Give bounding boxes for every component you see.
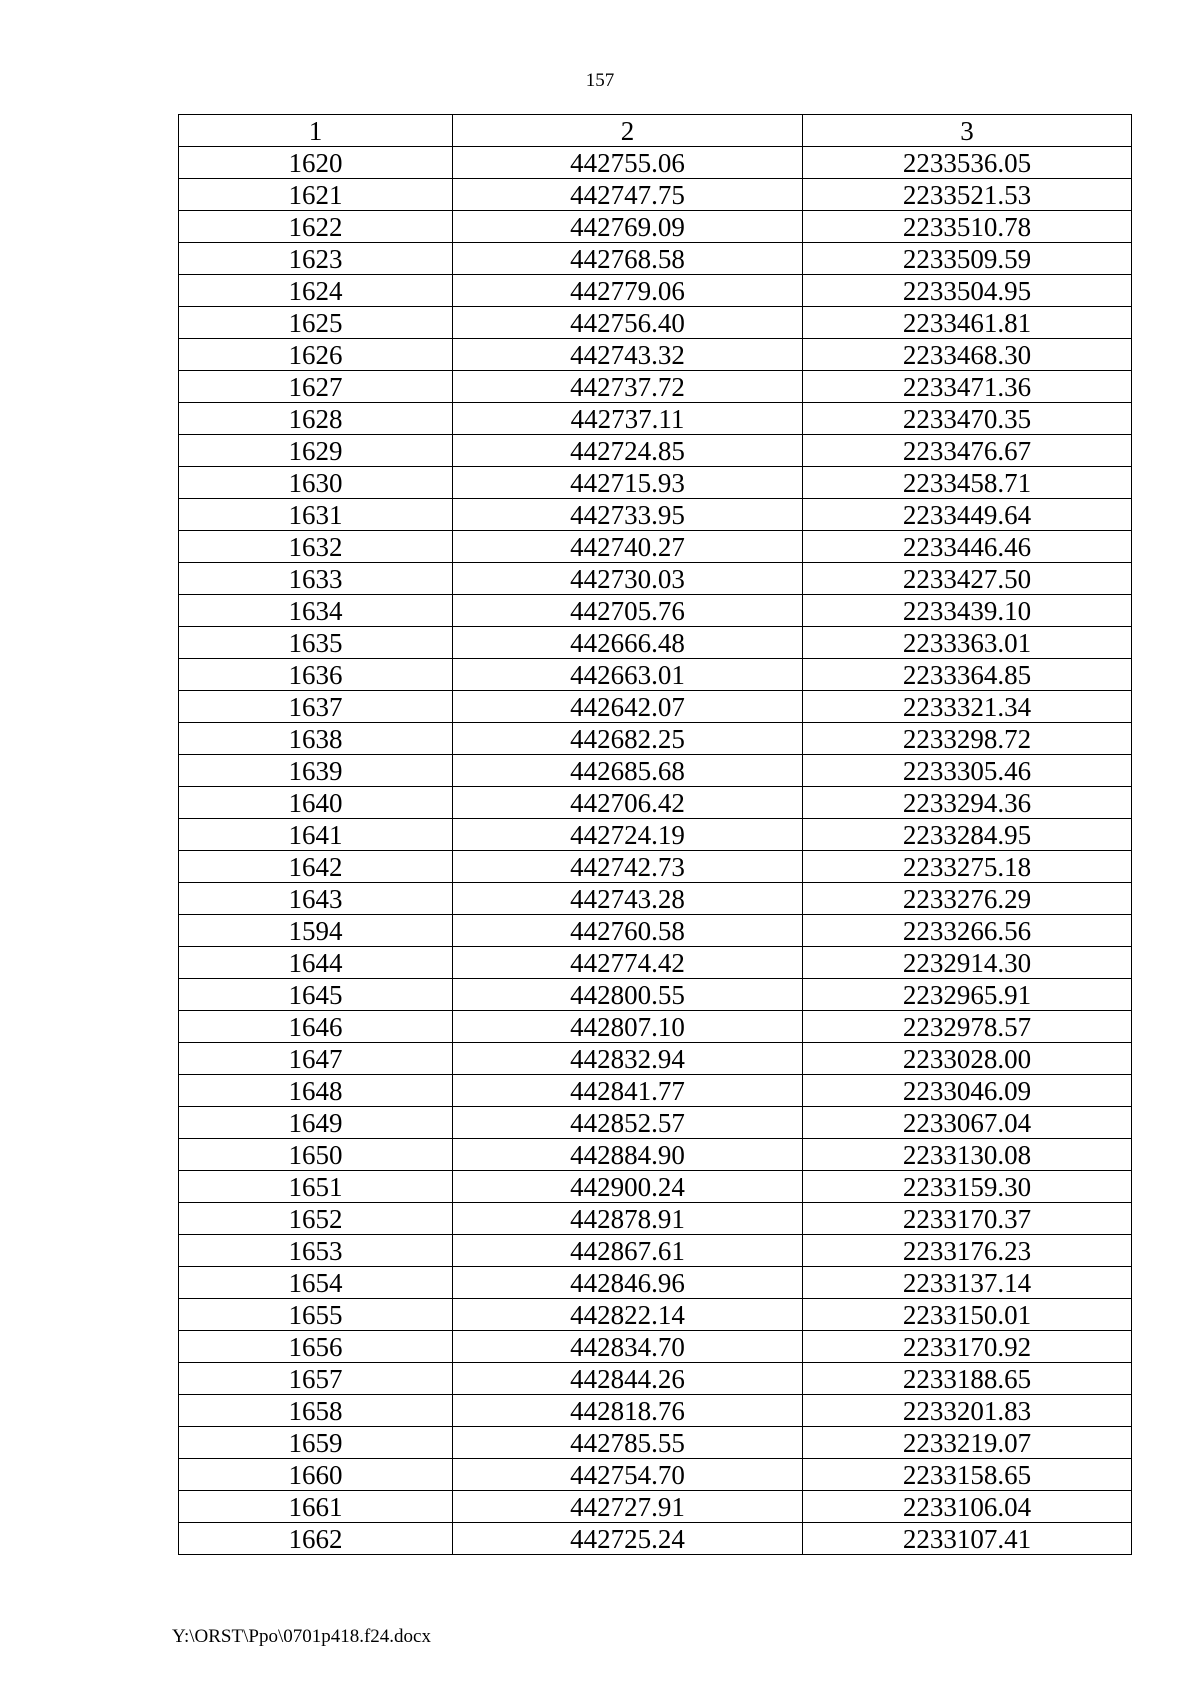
point-number-cell: 1594 [179,915,453,947]
x-coordinate-cell: 442725.24 [453,1523,803,1555]
table-row [179,275,1132,307]
table-row [179,1395,1132,1427]
x-coordinate-cell: 442715.93 [453,467,803,499]
point-number-cell: 1626 [179,339,453,371]
point-number-cell: 1635 [179,627,453,659]
table-row [179,339,1132,371]
x-coordinate-cell: 442742.73 [453,851,803,883]
table-row [179,1011,1132,1043]
y-coordinate-cell: 2233170.92 [803,1331,1132,1363]
x-coordinate-cell: 442666.48 [453,627,803,659]
table-row [179,467,1132,499]
y-coordinate-cell: 2233427.50 [803,563,1132,595]
y-coordinate-cell: 2233150.01 [803,1299,1132,1331]
point-number-cell: 1644 [179,947,453,979]
y-coordinate-cell: 2233284.95 [803,819,1132,851]
x-coordinate-cell: 442706.42 [453,787,803,819]
y-coordinate-cell: 2232978.57 [803,1011,1132,1043]
point-number-cell: 1638 [179,723,453,755]
y-coordinate-cell: 2233458.71 [803,467,1132,499]
table-row [179,627,1132,659]
y-coordinate-cell: 2233276.29 [803,883,1132,915]
y-coordinate-cell: 2233364.85 [803,659,1132,691]
y-coordinate-cell: 2232965.91 [803,979,1132,1011]
point-number-cell: 1659 [179,1427,453,1459]
coordinates-table [178,114,1132,1555]
table-row [179,1075,1132,1107]
y-coordinate-cell: 2233468.30 [803,339,1132,371]
table-header-row [179,115,1132,147]
x-coordinate-cell: 442755.06 [453,147,803,179]
point-number-cell: 1658 [179,1395,453,1427]
y-coordinate-cell: 2233446.46 [803,531,1132,563]
point-number-cell: 1624 [179,275,453,307]
table-row [179,1331,1132,1363]
point-number-cell: 1634 [179,595,453,627]
y-coordinate-cell: 2233028.00 [803,1043,1132,1075]
table-row [179,1459,1132,1491]
x-coordinate-cell: 442740.27 [453,531,803,563]
table-row [179,1235,1132,1267]
y-coordinate-cell: 2233159.30 [803,1171,1132,1203]
point-number-cell: 1623 [179,243,453,275]
x-coordinate-cell: 442818.76 [453,1395,803,1427]
y-coordinate-cell: 2233266.56 [803,915,1132,947]
table-row [179,723,1132,755]
x-coordinate-cell: 442737.11 [453,403,803,435]
point-number-cell: 1662 [179,1523,453,1555]
point-number-cell: 1648 [179,1075,453,1107]
table-row [179,371,1132,403]
column-header-1: 1 [179,115,453,147]
y-coordinate-cell: 2233106.04 [803,1491,1132,1523]
x-coordinate-cell: 442747.75 [453,179,803,211]
y-coordinate-cell: 2233476.67 [803,435,1132,467]
table-body [179,147,1132,1555]
y-coordinate-cell: 2233201.83 [803,1395,1132,1427]
y-coordinate-cell: 2233510.78 [803,211,1132,243]
x-coordinate-cell: 442844.26 [453,1363,803,1395]
x-coordinate-cell: 442663.01 [453,659,803,691]
point-number-cell: 1630 [179,467,453,499]
table-row [179,1107,1132,1139]
x-coordinate-cell: 442852.57 [453,1107,803,1139]
table-row [179,787,1132,819]
y-coordinate-cell: 2233219.07 [803,1427,1132,1459]
column-header-3: 3 [803,115,1132,147]
point-number-cell: 1633 [179,563,453,595]
x-coordinate-cell: 442878.91 [453,1203,803,1235]
x-coordinate-cell: 442724.19 [453,819,803,851]
table-row [179,1043,1132,1075]
x-coordinate-cell: 442727.91 [453,1491,803,1523]
column-header-2: 2 [453,115,803,147]
point-number-cell: 1628 [179,403,453,435]
table-row [179,1523,1132,1555]
x-coordinate-cell: 442685.68 [453,755,803,787]
x-coordinate-cell: 442779.06 [453,275,803,307]
x-coordinate-cell: 442834.70 [453,1331,803,1363]
table-row [179,1139,1132,1171]
point-number-cell: 1636 [179,659,453,691]
point-number-cell: 1649 [179,1107,453,1139]
table-row [179,499,1132,531]
x-coordinate-cell: 442846.96 [453,1267,803,1299]
y-coordinate-cell: 2233439.10 [803,595,1132,627]
x-coordinate-cell: 442642.07 [453,691,803,723]
table-row [179,595,1132,627]
y-coordinate-cell: 2233363.01 [803,627,1132,659]
x-coordinate-cell: 442841.77 [453,1075,803,1107]
point-number-cell: 1660 [179,1459,453,1491]
y-coordinate-cell: 2233046.09 [803,1075,1132,1107]
point-number-cell: 1639 [179,755,453,787]
table-row [179,691,1132,723]
x-coordinate-cell: 442769.09 [453,211,803,243]
table-row [179,1171,1132,1203]
table-row [179,563,1132,595]
table-row [179,147,1132,179]
x-coordinate-cell: 442733.95 [453,499,803,531]
point-number-cell: 1640 [179,787,453,819]
y-coordinate-cell: 2233107.41 [803,1523,1132,1555]
point-number-cell: 1625 [179,307,453,339]
x-coordinate-cell: 442768.58 [453,243,803,275]
point-number-cell: 1661 [179,1491,453,1523]
x-coordinate-cell: 442774.42 [453,947,803,979]
y-coordinate-cell: 2233449.64 [803,499,1132,531]
point-number-cell: 1654 [179,1267,453,1299]
x-coordinate-cell: 442743.32 [453,339,803,371]
y-coordinate-cell: 2233137.14 [803,1267,1132,1299]
point-number-cell: 1637 [179,691,453,723]
point-number-cell: 1653 [179,1235,453,1267]
table-row [179,915,1132,947]
point-number-cell: 1643 [179,883,453,915]
x-coordinate-cell: 442754.70 [453,1459,803,1491]
x-coordinate-cell: 442756.40 [453,307,803,339]
x-coordinate-cell: 442724.85 [453,435,803,467]
page-number: 157 [585,70,615,91]
table-row [179,1363,1132,1395]
y-coordinate-cell: 2233504.95 [803,275,1132,307]
y-coordinate-cell: 2233471.36 [803,371,1132,403]
point-number-cell: 1621 [179,179,453,211]
y-coordinate-cell: 2233176.23 [803,1235,1132,1267]
x-coordinate-cell: 442785.55 [453,1427,803,1459]
table-row [179,1491,1132,1523]
table-row [179,179,1132,211]
y-coordinate-cell: 2232914.30 [803,947,1132,979]
table-row [179,1267,1132,1299]
table-row [179,211,1132,243]
table-row [179,531,1132,563]
point-number-cell: 1642 [179,851,453,883]
y-coordinate-cell: 2233536.05 [803,147,1132,179]
table-row [179,1427,1132,1459]
x-coordinate-cell: 442737.72 [453,371,803,403]
point-number-cell: 1632 [179,531,453,563]
y-coordinate-cell: 2233067.04 [803,1107,1132,1139]
table-row [179,403,1132,435]
table-row [179,851,1132,883]
point-number-cell: 1656 [179,1331,453,1363]
point-number-cell: 1647 [179,1043,453,1075]
x-coordinate-cell: 442832.94 [453,1043,803,1075]
x-coordinate-cell: 442760.58 [453,915,803,947]
x-coordinate-cell: 442682.25 [453,723,803,755]
x-coordinate-cell: 442705.76 [453,595,803,627]
footer-file-path: Y:\ORST\Ppo\0701p418.f24.docx [172,1626,431,1647]
y-coordinate-cell: 2233461.81 [803,307,1132,339]
point-number-cell: 1651 [179,1171,453,1203]
x-coordinate-cell: 442822.14 [453,1299,803,1331]
y-coordinate-cell: 2233521.53 [803,179,1132,211]
table-row [179,659,1132,691]
point-number-cell: 1655 [179,1299,453,1331]
table-row [179,755,1132,787]
x-coordinate-cell: 442730.03 [453,563,803,595]
table-row [179,979,1132,1011]
x-coordinate-cell: 442800.55 [453,979,803,1011]
point-number-cell: 1641 [179,819,453,851]
table-row [179,243,1132,275]
y-coordinate-cell: 2233275.18 [803,851,1132,883]
point-number-cell: 1650 [179,1139,453,1171]
table-row [179,947,1132,979]
point-number-cell: 1622 [179,211,453,243]
y-coordinate-cell: 2233158.65 [803,1459,1132,1491]
point-number-cell: 1657 [179,1363,453,1395]
x-coordinate-cell: 442743.28 [453,883,803,915]
table-header [179,115,1132,147]
y-coordinate-cell: 2233130.08 [803,1139,1132,1171]
x-coordinate-cell: 442900.24 [453,1171,803,1203]
point-number-cell: 1645 [179,979,453,1011]
x-coordinate-cell: 442867.61 [453,1235,803,1267]
y-coordinate-cell: 2233294.36 [803,787,1132,819]
point-number-cell: 1620 [179,147,453,179]
point-number-cell: 1652 [179,1203,453,1235]
x-coordinate-cell: 442884.90 [453,1139,803,1171]
table-row [179,883,1132,915]
point-number-cell: 1629 [179,435,453,467]
point-number-cell: 1631 [179,499,453,531]
table-row [179,435,1132,467]
x-coordinate-cell: 442807.10 [453,1011,803,1043]
y-coordinate-cell: 2233509.59 [803,243,1132,275]
y-coordinate-cell: 2233298.72 [803,723,1132,755]
table-row [179,819,1132,851]
y-coordinate-cell: 2233321.34 [803,691,1132,723]
point-number-cell: 1627 [179,371,453,403]
y-coordinate-cell: 2233305.46 [803,755,1132,787]
y-coordinate-cell: 2233170.37 [803,1203,1132,1235]
point-number-cell: 1646 [179,1011,453,1043]
table-row [179,1203,1132,1235]
table-row [179,1299,1132,1331]
y-coordinate-cell: 2233470.35 [803,403,1132,435]
table-row [179,307,1132,339]
y-coordinate-cell: 2233188.65 [803,1363,1132,1395]
